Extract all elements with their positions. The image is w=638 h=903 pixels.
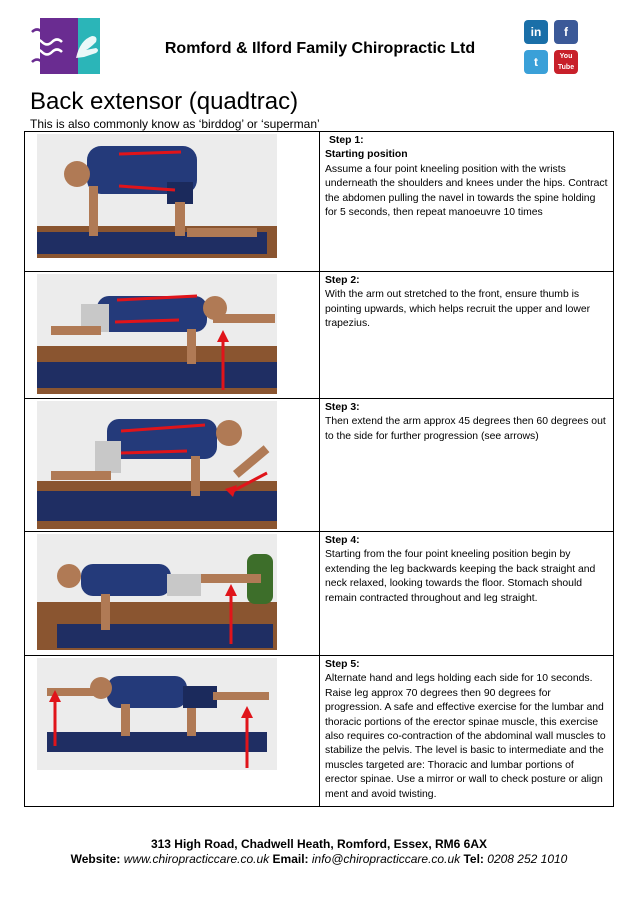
step2-photo (37, 274, 277, 394)
step-title: Step 4: (325, 535, 360, 546)
youtube-icon[interactable]: You Tube (554, 50, 578, 74)
step-text: Then extend the arm approx 45 degrees then 60 degrees out to the side for further progression (see arrows) (325, 416, 606, 442)
step1-photo (37, 134, 277, 258)
step4-photo (37, 534, 277, 650)
step-title: Step 3: (325, 402, 360, 413)
steps-table (24, 131, 614, 807)
company-name: Romford & Ilford Family Chiropractic Ltd (164, 40, 476, 57)
facebook-icon[interactable]: f (554, 20, 578, 44)
social-links (524, 20, 580, 76)
step-text: Alternate hand and legs holding each side for 10 seconds. Raise leg approx 70 degrees then 90 degrees for progression. A safe and effective exercise for the lumbar and thoracic portions of the erector spinae muscle, this exercise also requires co-contraction of the abdominal wall muscles to stabilize the pelvis. The level is basic to intermediate and the muscles targeted are: Thoracic and lumbar portions of erector spinae. Use a mirror or wall to check posture or align ment and avoid twisting. (325, 673, 606, 800)
step-row (25, 132, 614, 272)
step-text: Starting from the four point kneeling position begin by extending the leg backwards keeping the back straight and neck relaxed, looking towards the floor. Stomach should remain contracted throughout and leg straight. (325, 549, 596, 604)
step5-photo (37, 658, 277, 770)
step3-photo (37, 401, 277, 529)
footer-contacts (0, 852, 638, 866)
linkedin-icon[interactable]: in (524, 20, 548, 44)
tel-label: Tel: (463, 852, 484, 866)
twitter-icon[interactable]: t (524, 50, 548, 74)
tel-value: 0208 252 1010 (487, 852, 568, 866)
step-title: Step 5: (325, 659, 360, 670)
website-link[interactable]: www.chiropracticcare.co.uk (123, 852, 270, 866)
step-row (25, 272, 614, 399)
page-subtitle: This is also commonly know as ‘birddog’ or ‘superman’ (30, 117, 320, 131)
page-title: Back extensor (quadtrac) (30, 88, 299, 115)
wave-hand-logo-icon (30, 18, 102, 74)
address-text: 313 High Road, Chadwell Heath, Romford, Essex, RM6 6AX (150, 837, 488, 851)
step-row (25, 656, 614, 807)
step-text: Assume a four point kneeling position with the wrists underneath the shoulders and knees under the hips. Contract the abdomen pulling the navel in towards the spine holding for 5 seconds, then repeat manoeuvre 10 times (325, 163, 608, 219)
step-subtitle: Starting position (325, 149, 408, 161)
step-text: With the arm out stretched to the front, ensure thumb is pointing upwards, which helps recruit the upper and lower trapezius. (325, 289, 591, 330)
step-row (25, 399, 614, 532)
footer-address (0, 837, 638, 851)
email-link[interactable]: info@chiropracticcare.co.uk (311, 852, 461, 866)
step-title: Step 2: (325, 275, 360, 286)
step-row (25, 532, 614, 656)
website-label: Website: (70, 852, 121, 866)
step-title: Step 1: (329, 135, 364, 146)
email-label: Email: (272, 852, 309, 866)
